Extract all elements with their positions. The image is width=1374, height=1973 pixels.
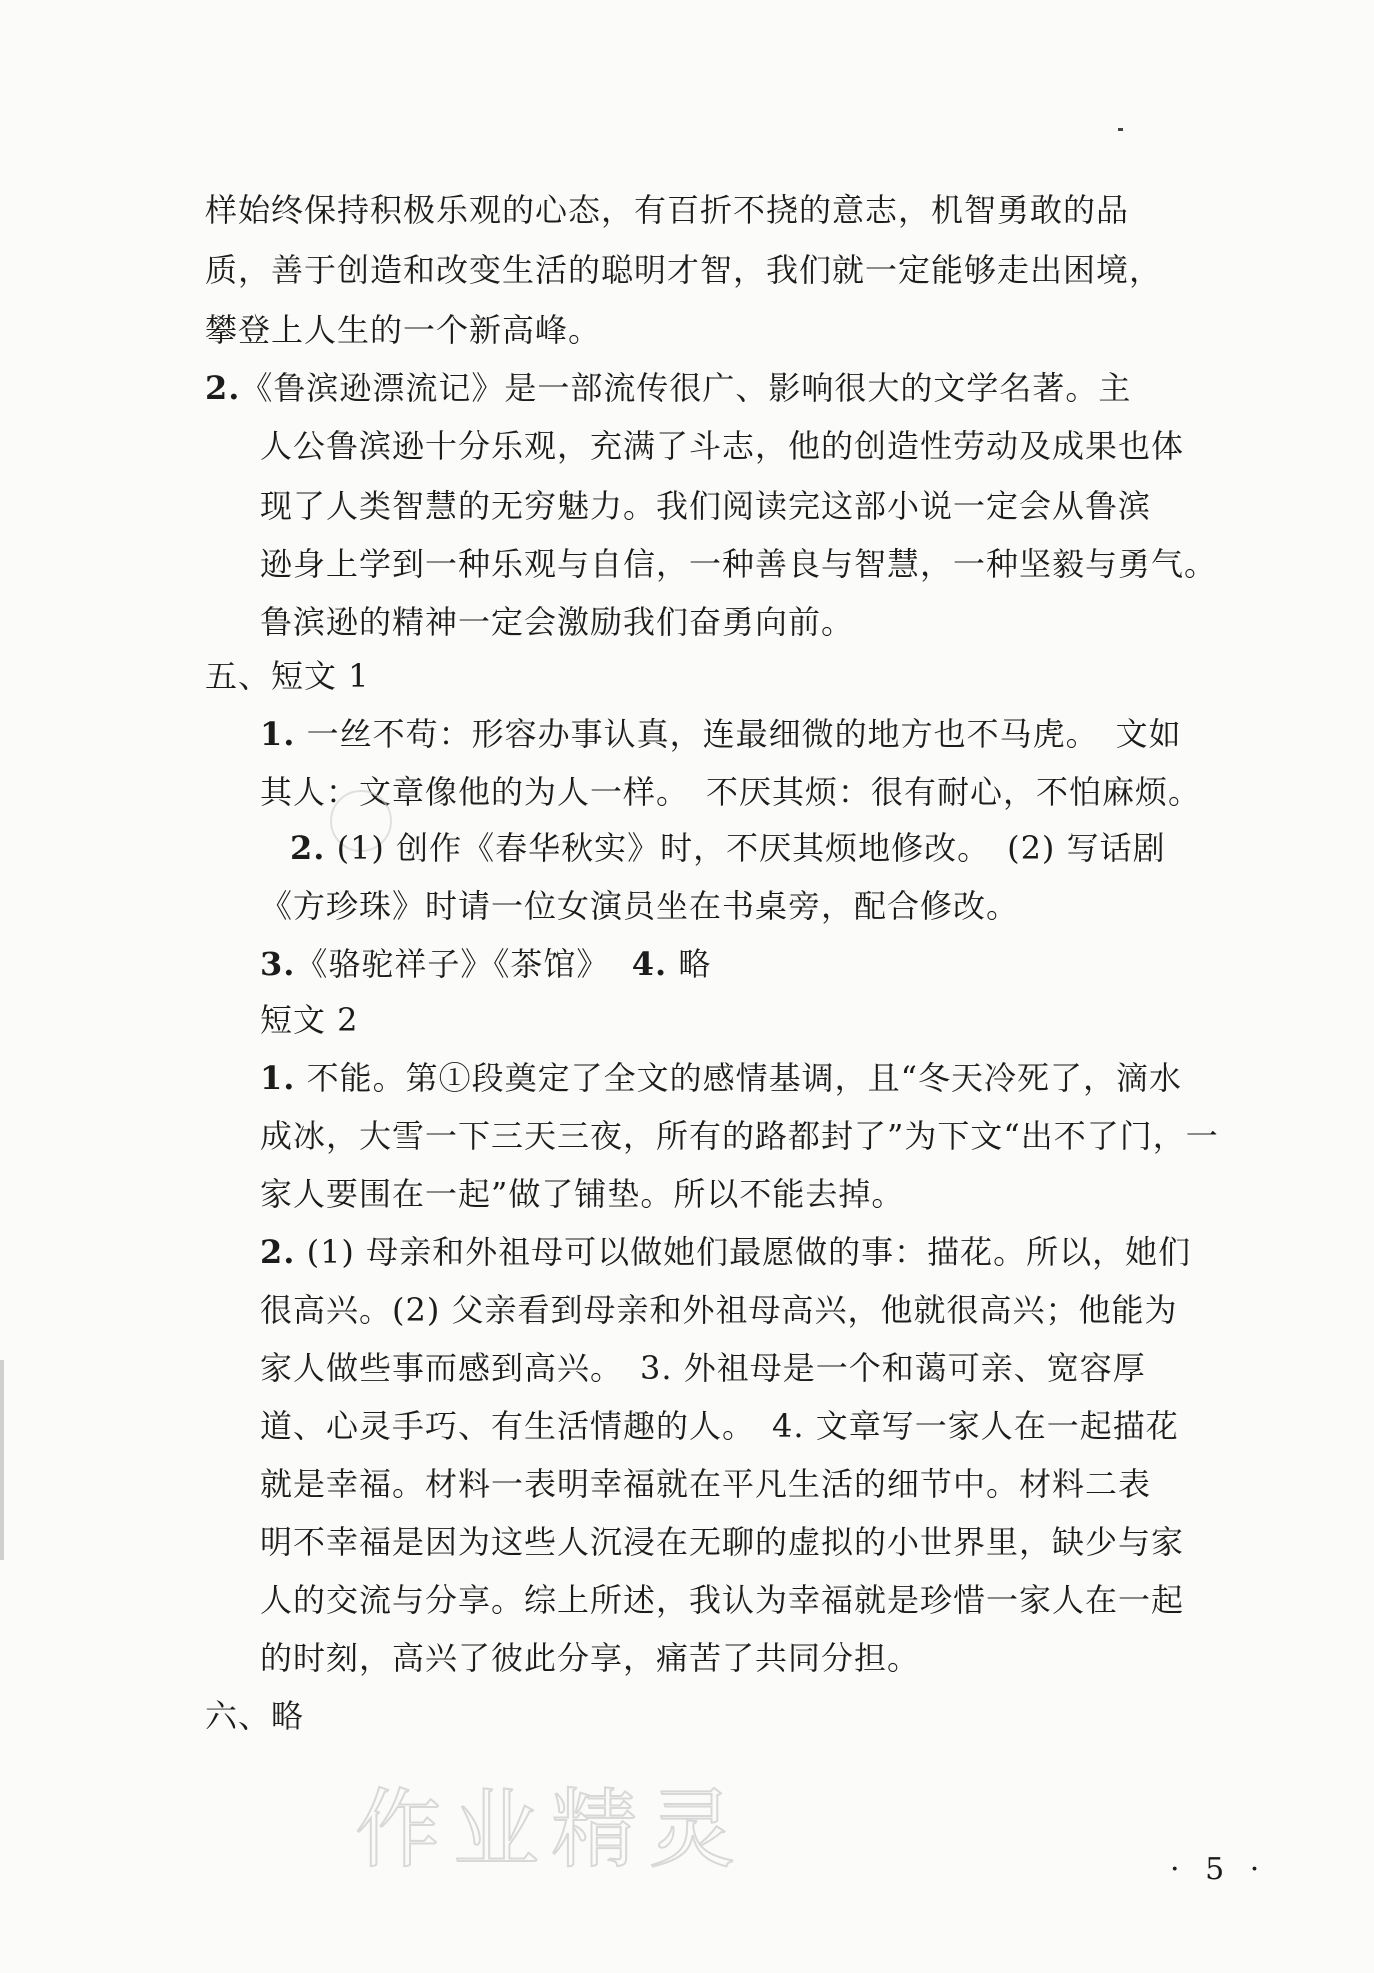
- passage2-q2-line-5: 就是幸福。材料一表明幸福就在平凡生活的细节中。材料二表: [260, 1465, 1152, 1503]
- passage2-q2-line-1: [0, 1232, 1374, 1272]
- passage2-q2-line-6: 明不幸福是因为这些人沉浸在无聊的虚拟的小世界里，缺少与家: [260, 1523, 1185, 1561]
- passage2-q2-line-2: 很高兴。(2) 父亲看到母亲和外祖母高兴，他就很高兴；他能为: [260, 1291, 1178, 1329]
- answer-text: 《鲁滨逊漂流记》是一部流传很广、影响很大的文学名著。主: [240, 369, 1132, 407]
- passage1-q3-q4: [0, 944, 1374, 984]
- passage2-q2-line-3: 家人做些事而感到高兴。 3. 外祖母是一个和蔼可亲、宽容厚: [260, 1349, 1146, 1387]
- passage2-q2-line-8: 的时刻，高兴了彼此分享，痛苦了共同分担。: [260, 1639, 921, 1677]
- answer-text: (1) 创作《春华秋实》时，不厌其烦地修改。 (2) 写话剧: [336, 829, 1166, 867]
- passage2-heading: 短文 2: [260, 1001, 359, 1039]
- answer-2-line-5: 鲁滨逊的精神一定会激励我们奋勇向前。: [260, 603, 855, 641]
- passage2-q1-line-3: 家人要围在一起”做了铺垫。所以不能去掉。: [260, 1175, 905, 1213]
- section-heading-6: 六、略: [205, 1697, 305, 1735]
- passage2-q2-line-4: 道、心灵手巧、有生活情趣的人。 4. 文章写一家人在一起描花: [260, 1407, 1179, 1445]
- answer-number: 2.: [205, 369, 241, 407]
- answer-number: 2.: [260, 1233, 296, 1271]
- passage1-q2-line-1: [0, 828, 1374, 868]
- answer-number: 1.: [260, 1059, 296, 1097]
- answer-text: 《骆驼祥子》《茶馆》: [295, 945, 610, 983]
- scan-speck: [1118, 128, 1123, 131]
- passage2-q1-line-2: 成冰，大雪一下三天三夜，所有的路都封了”为下文“出不了门，一: [260, 1117, 1219, 1155]
- watermark: 作业精灵: [355, 1780, 747, 1880]
- passage1-q1-line-1: [0, 714, 1374, 754]
- answer-number: 4.: [631, 945, 668, 983]
- answer-2-line-2: 人公鲁滨逊十分乐观，充满了斗志，他的创造性劳动及成果也体: [260, 427, 1185, 465]
- passage1-q2-line-2: 《方珍珠》时请一位女演员坐在书桌旁，配合修改。: [260, 887, 1020, 925]
- passage2-q2-line-7: 人的交流与分享。综上所述，我认为幸福就是珍惜一家人在一起: [260, 1581, 1185, 1619]
- passage2-q1-line-1: [0, 1058, 1374, 1098]
- answer-text: 略: [678, 945, 712, 983]
- section-heading-5: 五、短文 1: [205, 657, 370, 695]
- answer-2-line-3: 现了人类智慧的无穷魅力。我们阅读完这部小说一定会从鲁滨: [260, 487, 1152, 525]
- answer-2-line-1: [0, 368, 1374, 408]
- text-line: 质，善于创造和改变生活的聪明才智，我们就一定能够走出困境，: [205, 251, 1163, 289]
- text-line: 攀登上人生的一个新高峰。: [205, 311, 602, 349]
- answer-2-line-4: 逊身上学到一种乐观与自信，一种善良与智慧，一种坚毅与勇气。: [260, 545, 1218, 583]
- page-number: · 5 ·: [1170, 1852, 1268, 1887]
- text-line: 样始终保持积极乐观的心态，有百折不挠的意志，机智勇敢的品: [205, 191, 1130, 229]
- answer-text: 一丝不苟：形容办事认真，连最细微的地方也不马虎。 文如: [306, 715, 1182, 753]
- passage1-q1-line-2: 其人：文章像他的为人一样。 不厌其烦：很有耐心，不怕麻烦。: [260, 773, 1202, 811]
- answer-number: 1.: [260, 715, 296, 753]
- answer-text: 不能。第①段奠定了全文的感情基调，且“冬天冷死了，滴水: [306, 1059, 1182, 1097]
- answer-text: (1) 母亲和外祖母可以做她们最愿做的事：描花。所以，她们: [306, 1233, 1192, 1271]
- answer-number: 2.: [290, 829, 326, 867]
- answer-number: 3.: [260, 945, 296, 983]
